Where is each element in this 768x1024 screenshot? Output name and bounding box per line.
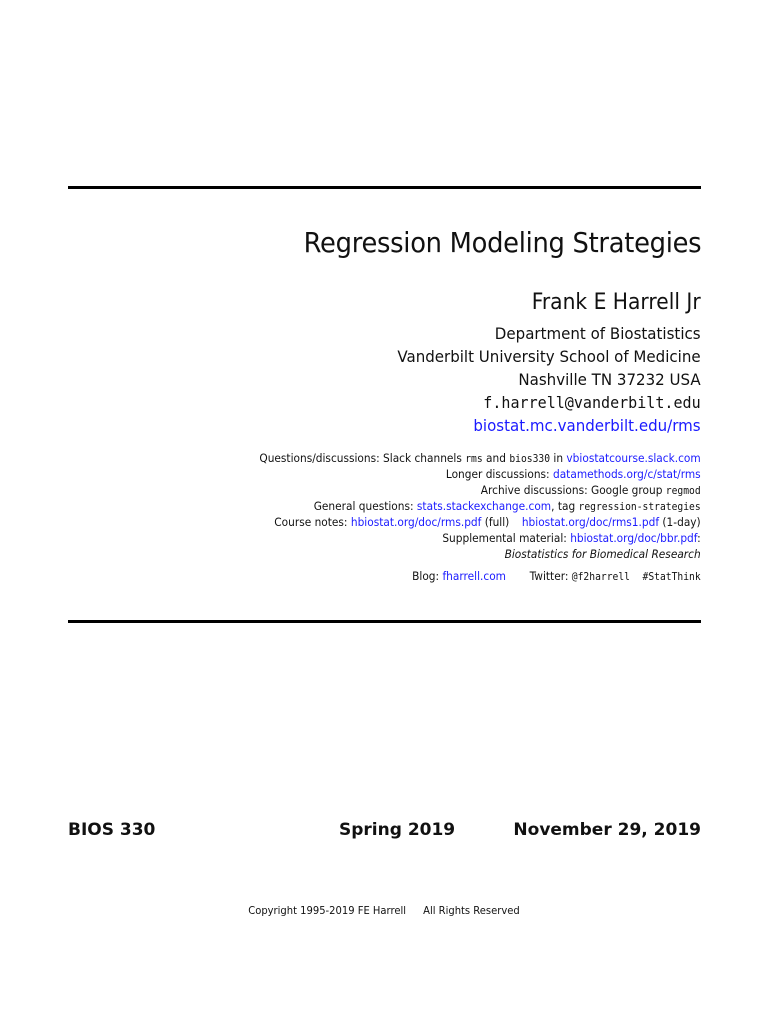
longer-prefix: Longer discussions: <box>446 467 550 481</box>
top-rule <box>68 186 701 189</box>
blog-link[interactable]: fharrell.com <box>442 569 507 583</box>
twitter-handle: @f2harrell <box>572 571 631 583</box>
city: Nashville TN 37232 USA <box>518 370 701 389</box>
bbr-pdf-link[interactable]: hbiostat.org/doc/bbr.pdf <box>570 531 698 545</box>
book-title: Biostatistics for Biomedical Research <box>504 547 701 561</box>
course-notes-prefix: Course notes: <box>274 515 348 529</box>
twitter-hashtag: #StatThink <box>642 571 701 583</box>
affiliation-block <box>398 322 701 437</box>
book-line <box>260 546 701 562</box>
channel-bios330: bios330 <box>509 453 551 465</box>
blog-prefix: Blog: <box>412 569 440 583</box>
archive-group: regmod <box>666 485 701 497</box>
bottom-rule <box>68 620 701 623</box>
archive-prefix: Archive discussions: Google group <box>481 483 663 497</box>
department: Department of Biostatistics <box>495 324 701 343</box>
supplemental-prefix: Supplemental material: <box>442 531 568 545</box>
rms-pdf-link[interactable]: hbiostat.org/doc/rms.pdf <box>351 515 482 529</box>
general-prefix: General questions: <box>314 499 414 513</box>
twitter-prefix: Twitter: <box>529 569 569 583</box>
course-code: BIOS 330 <box>68 820 156 840</box>
questions-and: and <box>486 451 507 465</box>
rms1-pdf-link[interactable]: hbiostat.org/doc/rms1.pdf <box>522 515 660 529</box>
channel-rms: rms <box>465 453 484 465</box>
stackexchange-link[interactable]: stats.stackexchange.com <box>417 499 552 513</box>
tag-name: regression-strategies <box>578 501 701 513</box>
copyright-line <box>19 905 749 917</box>
archive-line <box>260 482 701 498</box>
school: Vanderbilt University School of Medicine <box>397 347 701 366</box>
one-day-note: (1-day) <box>662 515 701 529</box>
term: Spring 2019 <box>339 820 456 840</box>
date: November 29, 2019 <box>513 820 701 840</box>
supplemental-line <box>260 530 701 546</box>
tag-prefix: , tag <box>551 499 576 513</box>
footer-row <box>68 820 701 842</box>
slack-link[interactable]: vbiostatcourse.slack.com <box>566 451 701 465</box>
full-note: (full) <box>485 515 510 529</box>
course-notes-line <box>260 514 701 530</box>
website-link[interactable]: biostat.mc.vanderbilt.edu/rms <box>473 416 701 435</box>
supplemental-colon: : <box>697 531 701 545</box>
blog-line <box>260 568 701 584</box>
info-block <box>260 450 701 584</box>
general-line <box>260 498 701 514</box>
datamethods-link[interactable]: datamethods.org/c/stat/rms <box>553 467 701 481</box>
longer-line <box>260 466 701 482</box>
rights-text: All Rights Reserved <box>423 905 520 917</box>
questions-line <box>260 450 701 466</box>
copyright-text: Copyright 1995-2019 FE Harrell <box>248 905 407 917</box>
author-name: Frank E Harrell Jr <box>532 290 701 315</box>
questions-prefix: Questions/discussions: Slack channels <box>259 451 463 465</box>
email: f.harrell@vanderbilt.edu <box>483 393 701 412</box>
document-title: Regression Modeling Strategies <box>303 226 701 259</box>
questions-in: in <box>553 451 564 465</box>
